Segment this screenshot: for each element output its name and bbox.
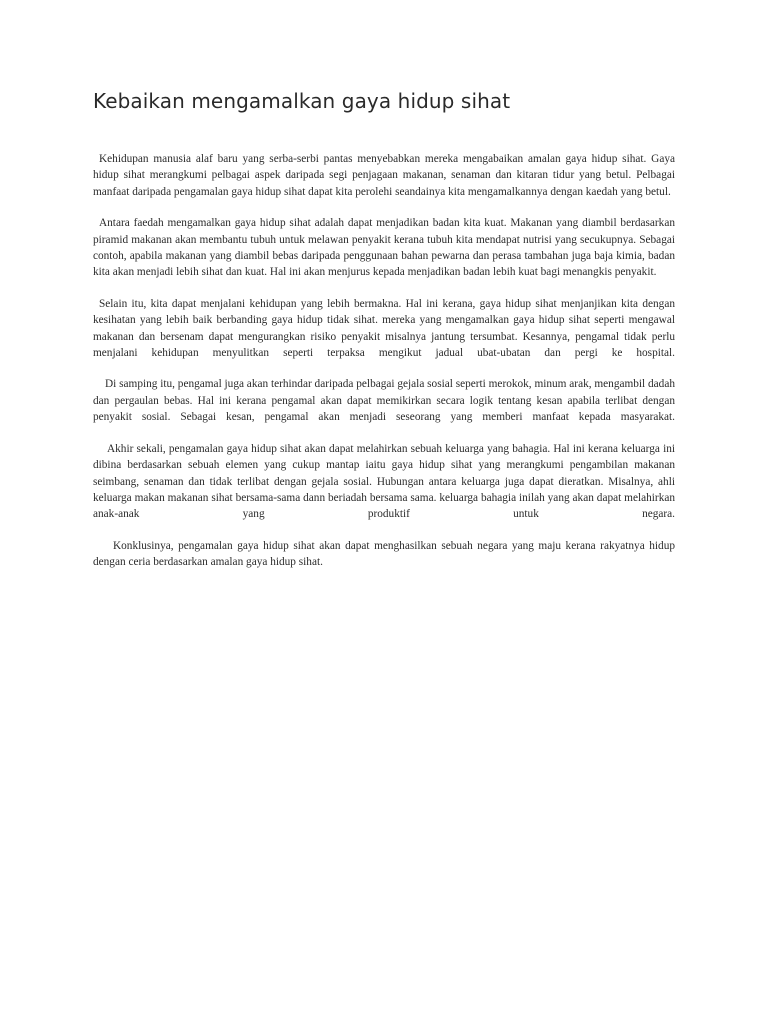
paragraph-body-3: Di samping itu, pengamal juga akan terhindar daripada pelbagai gejala sosial seperti merokok, minum arak, mengambil dadah dan pergaulan bebas. Hal ini kerana pengamal akan dapat memikirkan secara logik tentang kesan apabila terlibat dengan penyakit sosial. Sebagai kesan, pengamal akan menjadi seseorang yang memberi manfaat kepada masyarakat. <box>93 378 675 424</box>
paragraph-conclusion: Konklusinya, pengamalan gaya hidup sihat akan dapat menghasilkan sebuah negara yang maju kerana rakyatnya hidup dengan ceria berdasarkan amalan gaya hidup sihat. <box>93 539 675 569</box>
paragraph-body-1: Antara faedah mengamalkan gaya hidup sihat adalah dapat menjadikan badan kita kuat. Makanan yang diambil berdasarkan piramid makanan akan membantu tubuh untuk melawan penyakit kerana tubuh kita mendapat nutrisi yang secukupnya. Sebagai contoh, apabila makanan yang diambil bebas daripada penggunaan bahan pewarna dan perasa tambahan juga baja kimia, badan kita akan menjadi lebih sihat dan kuat. Hal ini akan menjurus kepada menjadikan badan lebih kuat bagi menangkis penyakit. <box>93 217 675 279</box>
paragraph-body-2: Selain itu, kita dapat menjalani kehidupan yang lebih bermakna. Hal ini kerana, gaya hidup sihat menjanjikan kita dengan kesihatan yang lebih baik berbanding gaya hidup tidak sihat. mereka yang mengamalkan gaya hidup sihat seperti mengawal makanan dan bersenam dapat mengurangkan risiko penyakit misalnya jantung tersumbat. Kesannya, pengamal tidak perlu menjalani kehidupan menyulitkan seperti terpaksa mengikut jadual ubat-ubatan dan pergi ke hospital. <box>93 297 675 360</box>
document-body <box>93 151 675 586</box>
paragraph-intro: Kehidupan manusia alaf baru yang serba-serbi pantas menyebabkan mereka mengabaikan amalan gaya hidup sihat. Gaya hidup sihat merangkumi pelbagai aspek daripada segi penjagaan makanan, senaman dan kitaran tidur yang betul. Pelbagai manfaat daripada pengamalan gaya hidup sihat dapat kita perolehi seandainya kita mengamalkannya dengan kaedah yang betul. <box>93 153 675 198</box>
paragraph-body-4: Akhir sekali, pengamalan gaya hidup sihat akan dapat melahirkan sebuah keluarga yang bahagia. Hal ini kerana keluarga ini dibina berdasarkan sebuah elemen yang cukup mantap iaitu gaya hidup sihat yang merangkumi pengambilan makanan seimbang, senaman dan tidak terlibat dengan gejala sosial. Hubungan antara keluarga juga dapat dieratkan. Misalnya, ahli keluarga makan makanan sihat bersama-sama dann beriadah bersama sama. keluarga bahagia inilah yang akan dapat melahirkan anak-anak yang produktif untuk negara. <box>93 442 675 521</box>
document-title: Kebaikan mengamalkan gaya hidup sihat <box>93 89 511 113</box>
